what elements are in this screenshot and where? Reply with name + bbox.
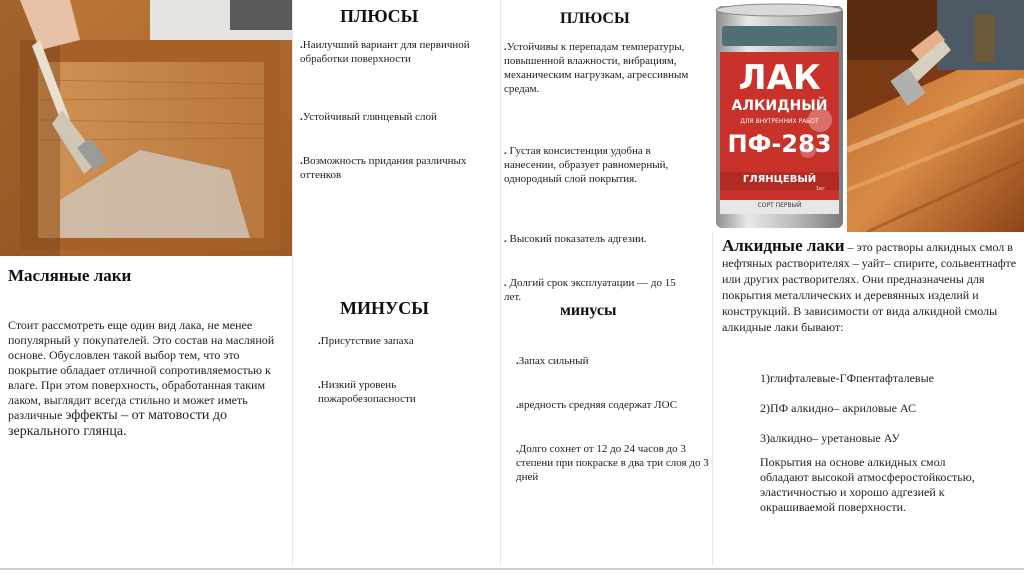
col2-cons-item: . Низкий уровень пожаробезопасности	[318, 378, 493, 406]
col2-pros-item: . Устойчивый глянцевый слой	[300, 110, 485, 124]
can-label-code: ПФ-283	[727, 130, 832, 158]
oil-lacquer-text-large: эффекты – от матовости до зеркального глянца.	[8, 408, 227, 439]
can-label-lak: ЛАК	[738, 58, 821, 98]
col3-pros-item: . Долгий срок эксплуатации — до 15 лет.	[504, 276, 694, 304]
col3-pros-item: . Высокий показатель адгезии.	[504, 232, 694, 246]
col2-pros-item: . Возможность придания различных оттенков	[300, 154, 485, 182]
alkyd-title: Алкидные лаки	[722, 236, 845, 255]
oil-lacquer-title: Масляные лаки	[8, 266, 132, 285]
can-label-volume: 1кг	[816, 186, 825, 192]
photo-brush-on-wood-door	[0, 0, 292, 256]
oil-lacquer-description	[8, 318, 283, 440]
col2-cons-item: . Присутствие запаха	[318, 334, 493, 348]
col3-cons-item: . Запах сильный	[516, 354, 711, 368]
col3-cons-title: минусы	[560, 302, 617, 319]
oil-lacquer-text: Стоит рассмотреть еще один вид лака, не менее популярный у покупателей. Это состав на масляной основе. Обусловлен такой выбор тем, что это покрытие обладает отличной сопротивляемостью к влаге. При этом поверхность, обработанная таким лаком, выглядит всегда стильно и может иметь различные	[8, 318, 275, 422]
alkyd-description	[722, 238, 1018, 335]
alkyd-type-item: 1)глифталевые-ГФпентафталевые	[760, 371, 934, 385]
column-separator	[292, 0, 293, 566]
col3-pros-item: . Густая консистенция удобна в нанесении, образует равномерный, однородный слой покрытия.	[504, 144, 694, 186]
alkyd-intro: – это растворы алкидных смол в нефтяных растворителях – уайт– спирите, сольвентнафте или других растворителях. Они предназначены для покрытия металлических и деревянных изделий и конструкций. В зависимости от вида алкидной смолы алкидные лаки бывают:	[722, 240, 1017, 334]
col2-cons-title: МИНУСЫ	[340, 298, 429, 318]
alkyd-type-item: 3)алкидно– уретановые АУ	[760, 431, 900, 445]
alkyd-note: Покрытия на основе алкидных смол обладают высокой атмосферостойкостью, эластичностью и хорошо адгезией к окрашиваемой поверхности.	[760, 455, 975, 514]
alkyd-type-item: 2)ПФ алкидно– акриловые АС	[760, 401, 917, 415]
col3-cons-item: . Долго сохнет от 12 до 24 часов до 3 степени при покраске в два три слоя до 3 дней	[516, 442, 721, 484]
can-label-alkyd: АЛКИДНЫЙ	[731, 98, 828, 114]
bottom-divider	[0, 568, 1024, 570]
col3-pros-title: ПЛЮСЫ	[560, 10, 630, 27]
can-label-interior: ДЛЯ ВНУТРЕННИХ РАБОТ	[740, 118, 819, 125]
col3-cons-item: . вредность средняя содержат ЛОС	[516, 398, 711, 412]
col2-pros-item: . Наилучший вариант для первичной обработки поверхности	[300, 38, 485, 66]
photo-lacquer-can	[712, 0, 847, 232]
col2-pros-title: ПЛЮСЫ	[340, 6, 419, 26]
photo-brush-on-plank	[847, 0, 1024, 232]
col3-pros-item: . Устойчивы к перепадам температуры, повышенной влажности, вибрациям, механическим нагрузкам, агрессивным средам.	[504, 40, 694, 96]
can-label-grade: СОРТ ПЕРВЫЙ	[757, 202, 802, 209]
can-label-gloss: ГЛЯНЦЕВЫЙ	[742, 174, 817, 185]
column-separator	[500, 0, 501, 566]
